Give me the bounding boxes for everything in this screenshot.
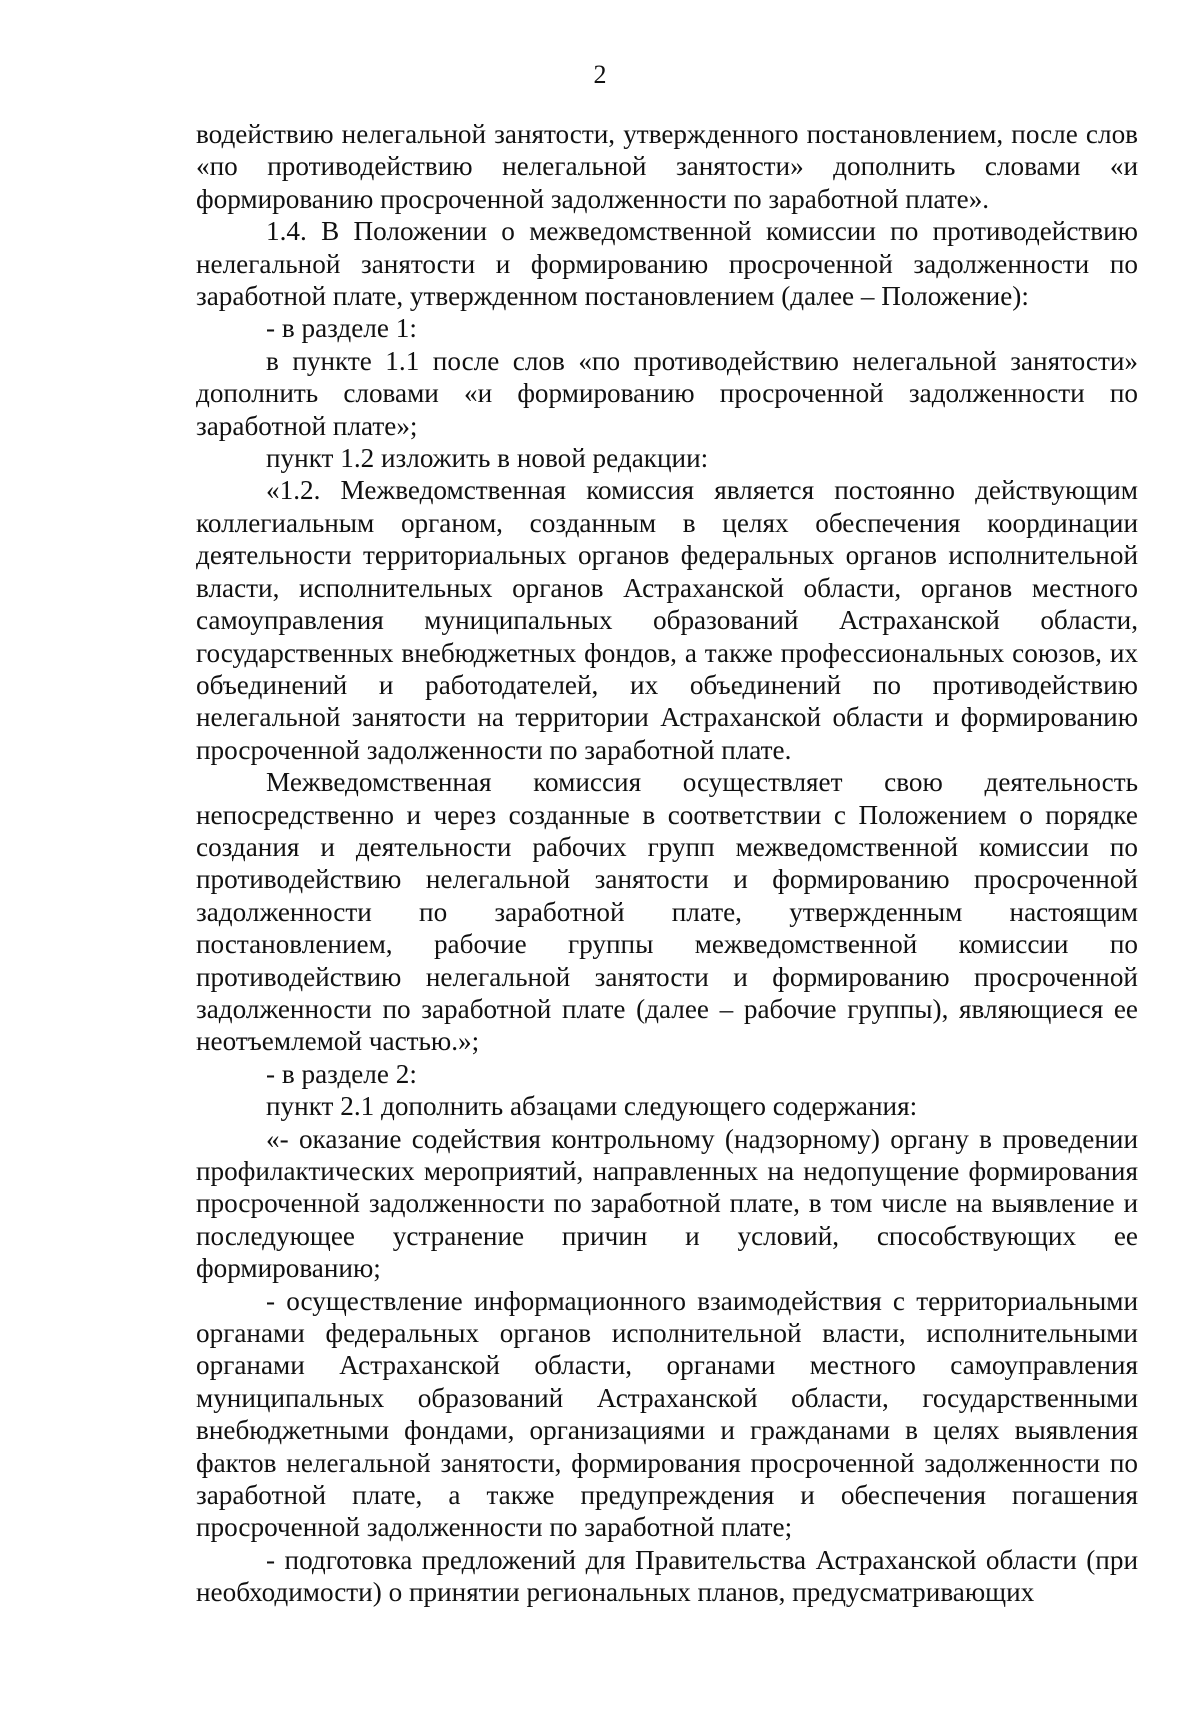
document-body bbox=[196, 118, 1138, 1609]
paragraph: - подготовка предложений для Правительства Астраханской области (при необходимости) о принятии региональных планов, предусматривающих bbox=[196, 1544, 1138, 1608]
paragraph: «- оказание содействия контрольному (надзорному) органу в проведении профилактических мероприятий, направленных на недопущение формирования просроченной задолженности по заработной плате, в том числе на выявление и последующее устранение причин и условий, способствующих ее формированию; bbox=[196, 1123, 1138, 1284]
paragraph: - осуществление информационного взаимодействия с территориальными органами федеральных органов исполнительной власти, исполнительными органами Астраханской области, органами местного самоуправления муниципальных образований Астраханской области, государственными внебюджетными фондами, организациями и гражданами в целях выявления фактов нелегальной занятости, формирования просроченной задолженности по заработной плате, а также предупреждения и обеспечения погашения просроченной задолженности по заработной плате; bbox=[196, 1285, 1138, 1543]
paragraph: Межведомственная комиссия осуществляет свою деятельность непосредственно и через созданные в соответствии с Положением о порядке создания и деятельности рабочих групп межведомственной комиссии по противодействию нелегальной занятости и формированию просроченной задолженности по заработной плате, утвержденным настоящим постановлением, рабочие группы межведомственной комиссии по противодействию нелегальной занятости и формированию просроченной задолженности по заработной плате (далее – рабочие группы), являющиеся ее неотъемлемой частью.»; bbox=[196, 767, 1138, 1057]
paragraph: 1.4. В Положении о межведомственной комиссии по противодействию нелегальной занятости и формированию просроченной задолженности по заработной плате, утвержденном постановлением (далее – Положение): bbox=[196, 216, 1138, 312]
paragraph: «1.2. Межведомственная комиссия является постоянно действующим коллегиальным органом, созданным в целях обеспечения координации деятельности территориальных органов федеральных органов исполнительной власти, исполнительных органов Астраханской области, органов местного самоуправления муниципальных образований Астраханской области, государственных внебюджетных фондов, а также профессиональных союзов, их объединений и работодателей, их объединений по противодействию нелегальной занятости на территории Астраханской области и формированию просроченной задолженности по заработной плате. bbox=[196, 475, 1138, 765]
page-number: 2 bbox=[593, 60, 607, 89]
paragraph: водействию нелегальной занятости, утвержденного постановлением, после слов «по противодействию нелегальной занятости» дополнить словами «и формированию просроченной задолженности по заработной плате». bbox=[196, 119, 1138, 214]
paragraph: пункт 2.1 дополнить абзацами следующего содержания: bbox=[266, 1091, 918, 1122]
paragraph: - в разделе 2: bbox=[266, 1058, 417, 1089]
paragraph: - в разделе 1: bbox=[266, 313, 417, 344]
paragraph: в пункте 1.1 после слов «по противодействию нелегальной занятости» дополнить словами «и формированию просроченной задолженности по заработной плате»; bbox=[196, 345, 1138, 441]
paragraph: пункт 1.2 изложить в новой редакции: bbox=[266, 443, 709, 474]
